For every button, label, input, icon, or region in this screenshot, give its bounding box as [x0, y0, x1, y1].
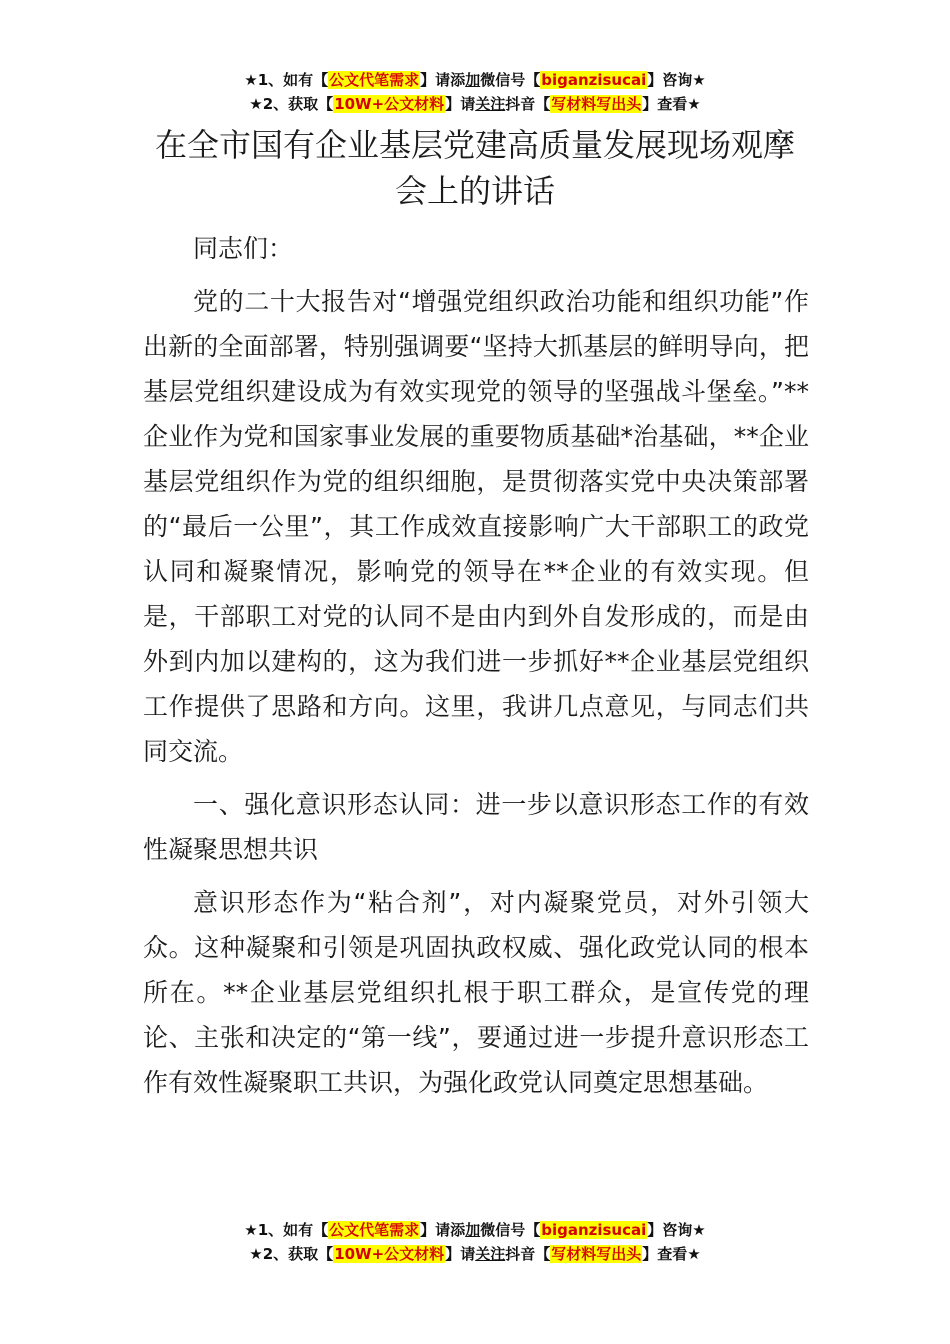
highlight-wechat-id: biganzisucai — [541, 71, 647, 89]
banner-text: 】查看★ — [642, 1245, 701, 1263]
banner-text: 微信号【 — [480, 1221, 541, 1239]
banner-line-1 — [0, 68, 950, 92]
banner-text: ★1、如有【 — [244, 1221, 329, 1239]
banner-text: 抖音【 — [505, 1245, 551, 1263]
banner-text: 】请 — [445, 95, 476, 113]
banner-text: 抖音【 — [505, 95, 551, 113]
banner-text: 】查看★ — [642, 95, 701, 113]
banner-text: ★2、获取【 — [249, 1245, 334, 1263]
body-paragraph: 意识形态作为“粘合剂”，对内凝聚党员，对外引领大众。这种凝聚和引领是巩固执政权威、强化政党认同的根本所在。**企业基层党组织扎根于职工群众，是宣传党的理论、主张和决定的“第一线”，要通过进一步提升意识形态工作有效性凝聚职工共识，为强化政党认同奠定思想基础。 — [143, 888, 809, 1097]
banner-text: 关注 — [475, 95, 506, 113]
banner-text: ★2、获取【 — [249, 95, 334, 113]
banner-text: 关注 — [475, 1245, 506, 1263]
banner-text: 微信号【 — [480, 71, 541, 89]
banner-text: 加 — [465, 1221, 481, 1239]
document-body — [143, 226, 809, 1113]
banner-line-1 — [0, 1218, 950, 1242]
highlight-materials: 10W+公文材料 — [334, 1245, 445, 1263]
highlight-wechat-id: biganzisucai — [541, 1221, 647, 1239]
highlight-douyin-account: 写材料写出头 — [551, 1245, 642, 1263]
highlight-douyin-account: 写材料写出头 — [551, 95, 642, 113]
document-title: 在全市国有企业基层党建高质量发展现场观摩会上的讲话 — [154, 126, 795, 210]
banner-text: 】请 — [445, 1245, 476, 1263]
top-banner — [0, 68, 950, 116]
highlight-service: 公文代笔需求 — [329, 1221, 420, 1239]
banner-text: 加 — [465, 71, 481, 89]
banner-text: 】请添 — [420, 1221, 466, 1239]
salutation: 同志们： — [193, 234, 294, 263]
banner-text: 】请添 — [420, 71, 466, 89]
body-paragraph: 党的二十大报告对“增强党组织政治功能和组织功能”作出新的全面部署，特别强调要“坚持大抓基层的鲜明导向，把基层党组织建设成为有效实现党的领导的坚强战斗堡垒。”**企业作为党和国家事业发展的重要物质基础*治基础，**企业基层党组织作为党的组织细胞，是贯彻落实党中央决策部署的“最后一公里”，其工作成效直接影响广大干部职工的政党认同和凝聚情况，影响党的领导在**企业的有效实现。但是，干部职工对党的认同不是由内到外自发形成的，而是由外到内加以建构的，这为我们进一步抓好**企业基层党组织工作提供了思路和方向。这里，我讲几点意见，与同志们共同交流。 — [143, 287, 809, 766]
banner-text: ★1、如有【 — [244, 71, 329, 89]
highlight-materials: 10W+公文材料 — [334, 95, 445, 113]
highlight-service: 公文代笔需求 — [329, 71, 420, 89]
banner-line-2 — [0, 1242, 950, 1266]
section-heading: 一、强化意识形态认同：进一步以意识形态工作的有效性凝聚思想共识 — [143, 790, 809, 864]
bottom-banner — [0, 1218, 950, 1266]
banner-text: 】咨询★ — [647, 71, 706, 89]
banner-line-2 — [0, 92, 950, 116]
banner-text: 】咨询★ — [647, 1221, 706, 1239]
